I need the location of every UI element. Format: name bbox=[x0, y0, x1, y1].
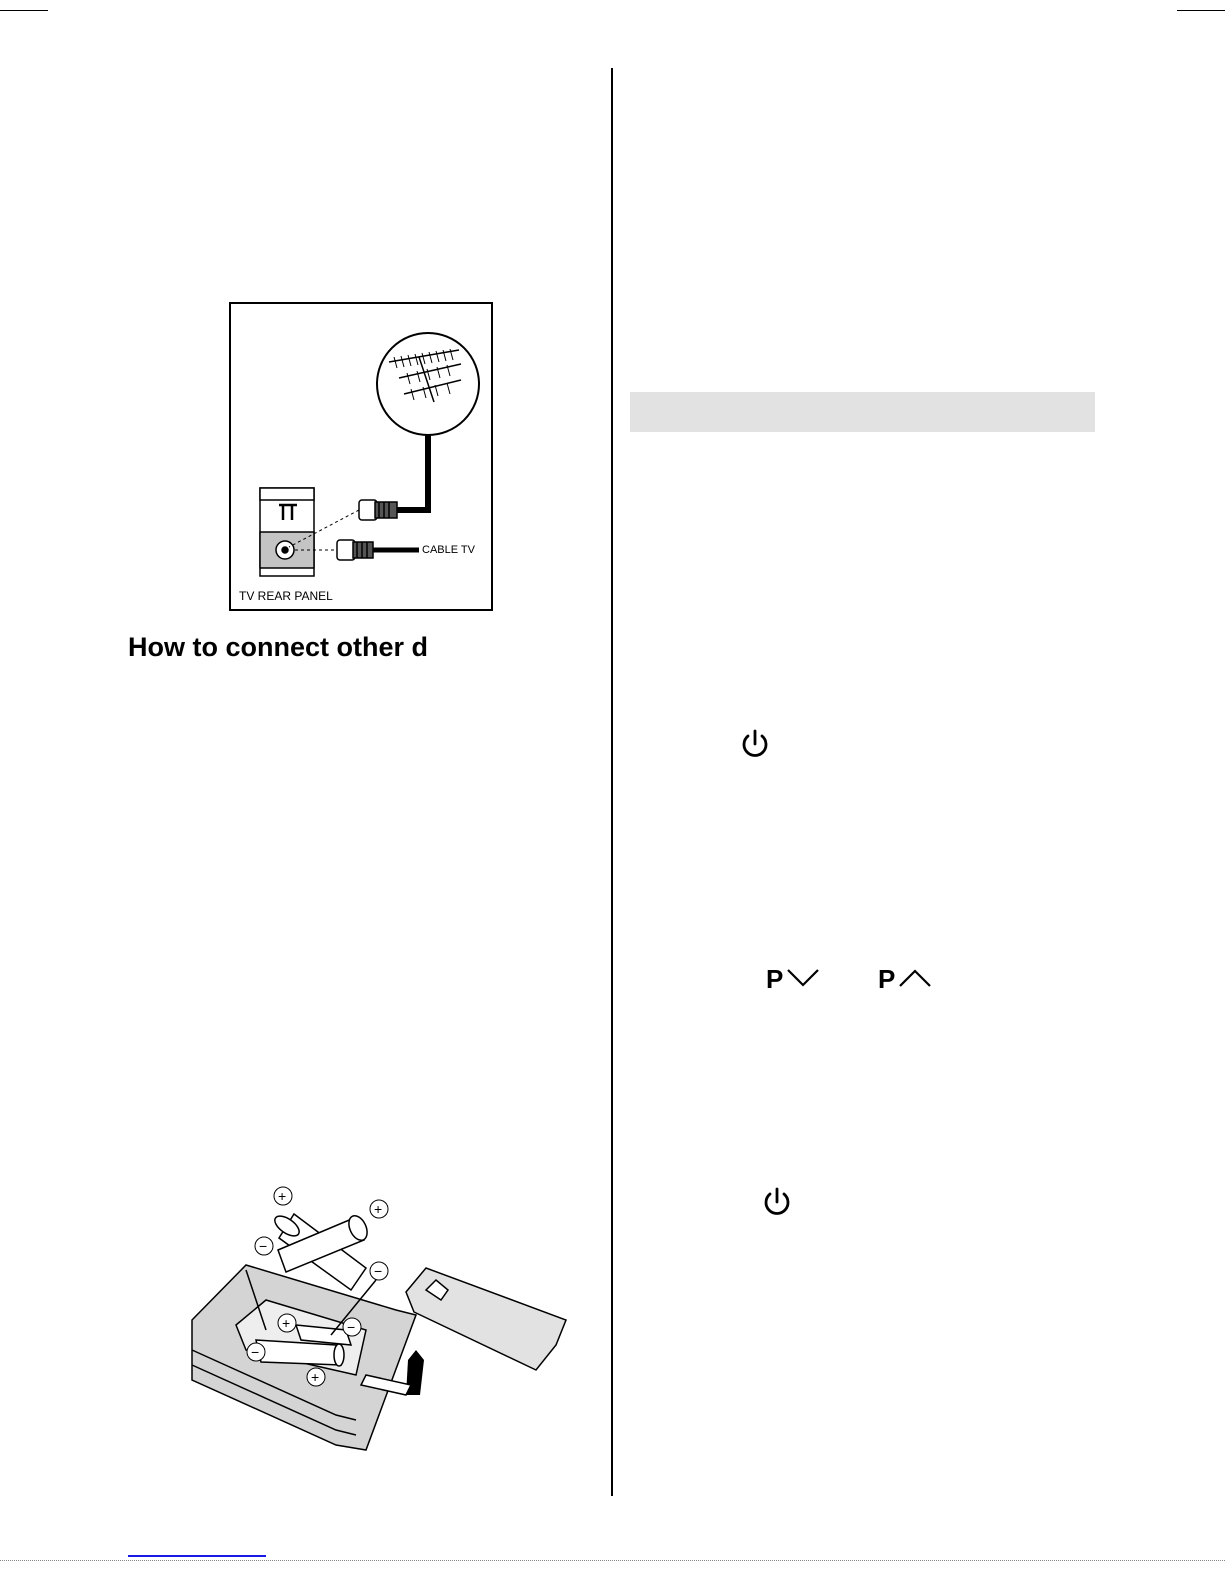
minus-symbol: − bbox=[259, 1238, 268, 1254]
antenna-plug bbox=[359, 500, 397, 520]
battery-cover bbox=[406, 1268, 566, 1370]
power-icon bbox=[738, 727, 772, 761]
battery-installation-figure bbox=[186, 1180, 586, 1455]
plus-symbol: + bbox=[311, 1369, 320, 1385]
antenna-cable bbox=[397, 435, 428, 510]
minus-symbol: − bbox=[374, 1263, 383, 1279]
program-down-letter: P bbox=[766, 964, 784, 994]
plus-symbol: + bbox=[282, 1315, 291, 1331]
plus-symbol: + bbox=[278, 1188, 287, 1204]
cable-tv-label: CABLE TV bbox=[422, 544, 475, 556]
tv-rear-panel-graphic bbox=[260, 488, 314, 576]
section-heading: How to connect other d bbox=[128, 632, 428, 662]
plus-symbol: + bbox=[374, 1201, 383, 1217]
program-up-letter: P bbox=[878, 964, 896, 994]
minus-symbol: − bbox=[251, 1344, 260, 1360]
chevron-down-icon bbox=[786, 966, 820, 990]
crop-mark-top-right bbox=[1177, 10, 1225, 11]
chevron-up-icon bbox=[898, 966, 932, 990]
tv-rear-panel-label: TV REAR PANEL bbox=[239, 589, 333, 603]
antenna-diagram bbox=[229, 302, 493, 611]
column-divider bbox=[611, 68, 613, 1496]
section-header-bar bbox=[630, 392, 1095, 432]
bottom-link-underline bbox=[128, 1555, 266, 1557]
bottom-dotted-rule bbox=[0, 1560, 1225, 1562]
crop-mark-top-left bbox=[0, 10, 48, 11]
minus-symbol: − bbox=[347, 1319, 356, 1335]
cable-tv-plug bbox=[337, 540, 373, 560]
power-icon-second bbox=[760, 1185, 794, 1219]
